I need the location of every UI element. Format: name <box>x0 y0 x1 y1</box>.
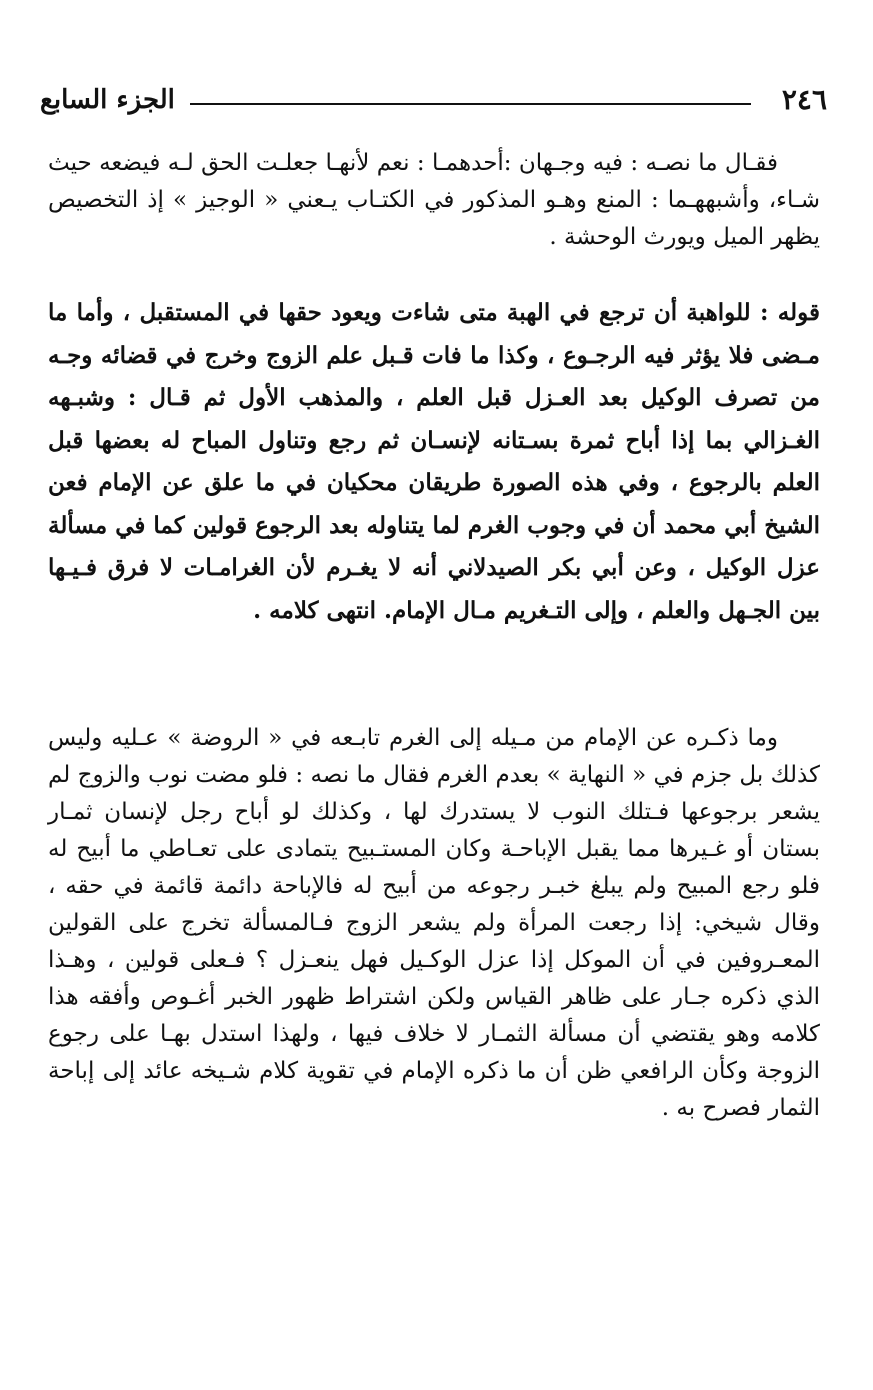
header-rule <box>190 103 751 105</box>
page-number: ٢٤٦ <box>781 83 827 116</box>
part-title: الجزء السابع <box>40 85 175 115</box>
paragraph-text: وما ذكـره عن الإمام من مـيله إلى الغرم تابـعه في « الروضة » عـليه وليس كذلك بل جزم في « النهاية » بعدم الغرم فقال ما نصه : فلو مضت نوب والزوج لم يشعر برجوعها فـتلك النوب لا يستدرك لها ، وكذلك لو أباح رجل لإنسان ثمـار بستان أو غـيرها مما يقبل الإباحـة وكان المستـبيح يتمادى على تعـاطي ما أبيح له فلو رجع المبيح ولم يبلغ خبـر رجوعه من أبيح له فالإباحة دائمة قائمة في حقه ، وقال شيخي: إذا رجعت المرأة ولم يشعر الزوج فـالمسألة تخرج على القولين المعـروفين في أن الموكل إذا عزل الوكـيل فهل ينعـزل ؟ فـعلى قولين ، وهـذا الذي ذكره جـار على ظاهر القياس ولكن اشتراط ظهور الخبر أغـوص وأفقه هذا كلامه وهو يقتضي أن مسألة الثمـار لا خلاف فيها ، ولهذا استدل بهـا على رجوع الزوجة وكأن الرافعي ظن أن ما ذكره الإمام في تقوية كلام شـيخه عائد إلى إباحة الثمار فصرح به . <box>48 725 820 1121</box>
paragraph-text: فقـال ما نصـه : فيه وجـهان :أحدهمـا : نعم لأنهـا جعلـت الحق لـه فيضعه حيث شـاء، وأشبههـما : المنع وهـو المذكور في الكتـاب يـعني « الوجيز » إذ التخصيص يظهر الميل ويورث الوحشة . <box>48 150 820 250</box>
paragraph-commentary <box>48 720 820 1127</box>
paragraph-text: قوله : للواهبة أن ترجع في الهبة متى شاءت ويعود حقها في المستقبل ، وأما ما مـضى فلا يؤثر فيه الرجـوع ، وكذا ما فات قـبل علم الزوج وخرج في قضائه وجـه من تصرف الوكيل بعد العـزل قبل العلم ، والمذهب الأول ثم قـال : وشبـهه الغـزالي بما إذا أباح ثمرة بسـتانه لإنسـان ثم رجع وتناول المباح له بعضها قبل العلم بالرجوع ، وفي هذه الصورة طريقان محكيان في ما علق عن الإمام فعن الشيخ أبي محمد أن في وجوب الغرم لما يتناوله بعد الرجوع قولين كما في مسألة عزل الوكيل ، وعن أبي بكر الصيدلاني أنه لا يغـرم لأن الغرامـات لا فرق فـيـها بين الجـهل والعلم ، وإلى التـغريم مـال الإمام. انتهى كلامه . <box>48 299 820 624</box>
running-header <box>40 80 833 120</box>
paragraph-quote <box>48 145 820 256</box>
paragraph-bold-quotation <box>48 292 820 632</box>
